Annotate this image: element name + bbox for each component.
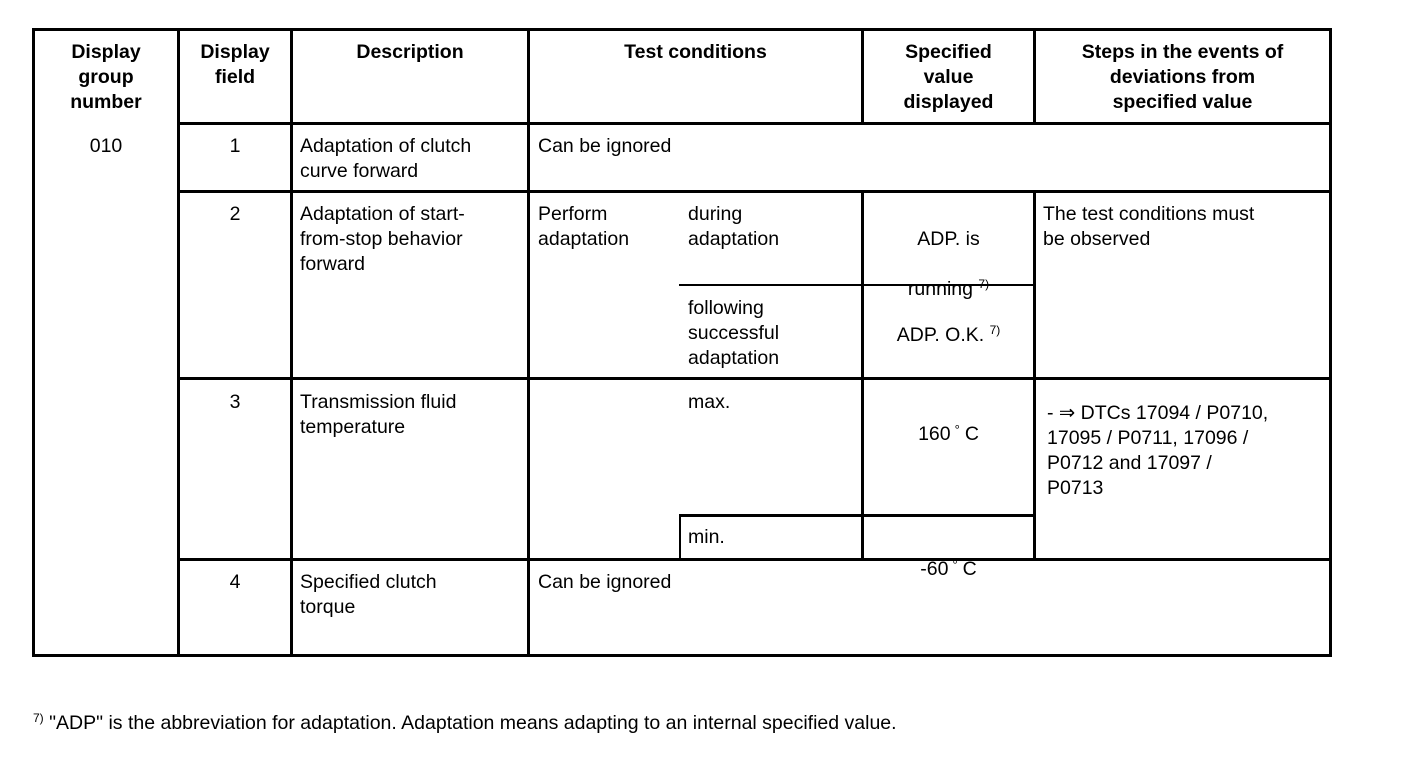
row1-test-conditions: Can be ignored bbox=[538, 135, 672, 157]
row4-display-field: 4 bbox=[229, 571, 241, 593]
row2-bottom-line bbox=[177, 377, 1332, 380]
header-description: Description bbox=[356, 41, 464, 63]
row1-description: Adaptation of clutch curve forward bbox=[300, 135, 472, 182]
row2-value-running bbox=[864, 202, 1033, 302]
row4-description: Specified clutch torque bbox=[300, 571, 437, 618]
row3-sub-condition-max: max. bbox=[688, 391, 731, 413]
footnote bbox=[33, 686, 1333, 736]
row2-sub-condition-following: following successful adaptation bbox=[688, 297, 780, 369]
row2-description: Adaptation of start- from-stop behavior forward bbox=[300, 203, 465, 275]
value-text: 160 bbox=[918, 423, 951, 445]
degree-symbol: ° bbox=[952, 557, 958, 572]
header-specified-value: Specified value displayed bbox=[903, 41, 994, 113]
value-text: ADP. O.K. bbox=[896, 324, 985, 346]
unit-text: C bbox=[962, 558, 977, 580]
value-text: running bbox=[907, 278, 973, 300]
unit-text: C bbox=[964, 423, 979, 445]
row2-sub-condition-during: during adaptation bbox=[688, 203, 780, 250]
row2-steps: The test conditions must be observed bbox=[1043, 203, 1255, 250]
row4-test-conditions: Can be ignored bbox=[538, 571, 672, 593]
header-display-group-number: Display group number bbox=[70, 41, 142, 113]
table-border-left bbox=[32, 28, 35, 657]
header-display-field: Display field bbox=[200, 41, 270, 88]
col-divider-sub-conditions bbox=[679, 514, 681, 559]
row3-display-field: 3 bbox=[229, 391, 241, 413]
row3-sub-line bbox=[679, 514, 1036, 517]
footnote-marker: 7) bbox=[33, 711, 44, 725]
header-test-conditions: Test conditions bbox=[624, 41, 767, 63]
row3-bottom-line bbox=[177, 558, 1332, 561]
row3-sub-condition-min: min. bbox=[688, 526, 725, 548]
table-border-bottom bbox=[32, 654, 1332, 657]
row2-condition: Perform adaptation bbox=[538, 203, 630, 250]
header-bottom-line bbox=[177, 122, 1332, 125]
row1-display-field: 1 bbox=[229, 135, 241, 157]
row1-bottom-line bbox=[177, 190, 1332, 193]
degree-symbol: ° bbox=[954, 422, 960, 437]
row3-description: Transmission fluid temperature bbox=[300, 391, 457, 438]
value-text: -60 bbox=[920, 558, 949, 580]
row3-steps: - ⇒ DTCs 17094 / P0710, 17095 / P0711, 17096 / P0712 and 17097 / P0713 bbox=[1047, 402, 1269, 499]
row2-value-ok bbox=[864, 298, 1033, 348]
row3-value-max bbox=[864, 392, 1033, 447]
footnote-ref: 7) bbox=[978, 277, 990, 291]
table-border-top bbox=[32, 28, 1332, 31]
footnote-ref: 7) bbox=[989, 323, 1001, 337]
row2-display-field: 2 bbox=[229, 203, 241, 225]
header-steps-deviation: Steps in the events of deviations from specified value bbox=[1081, 41, 1284, 113]
footnote-text: "ADP" is the abbreviation for adaptation. Adaptation means adapting to an internal specified value. bbox=[49, 712, 897, 734]
value-text: ADP. is bbox=[917, 228, 980, 250]
display-group-number-value: 010 bbox=[89, 135, 123, 157]
